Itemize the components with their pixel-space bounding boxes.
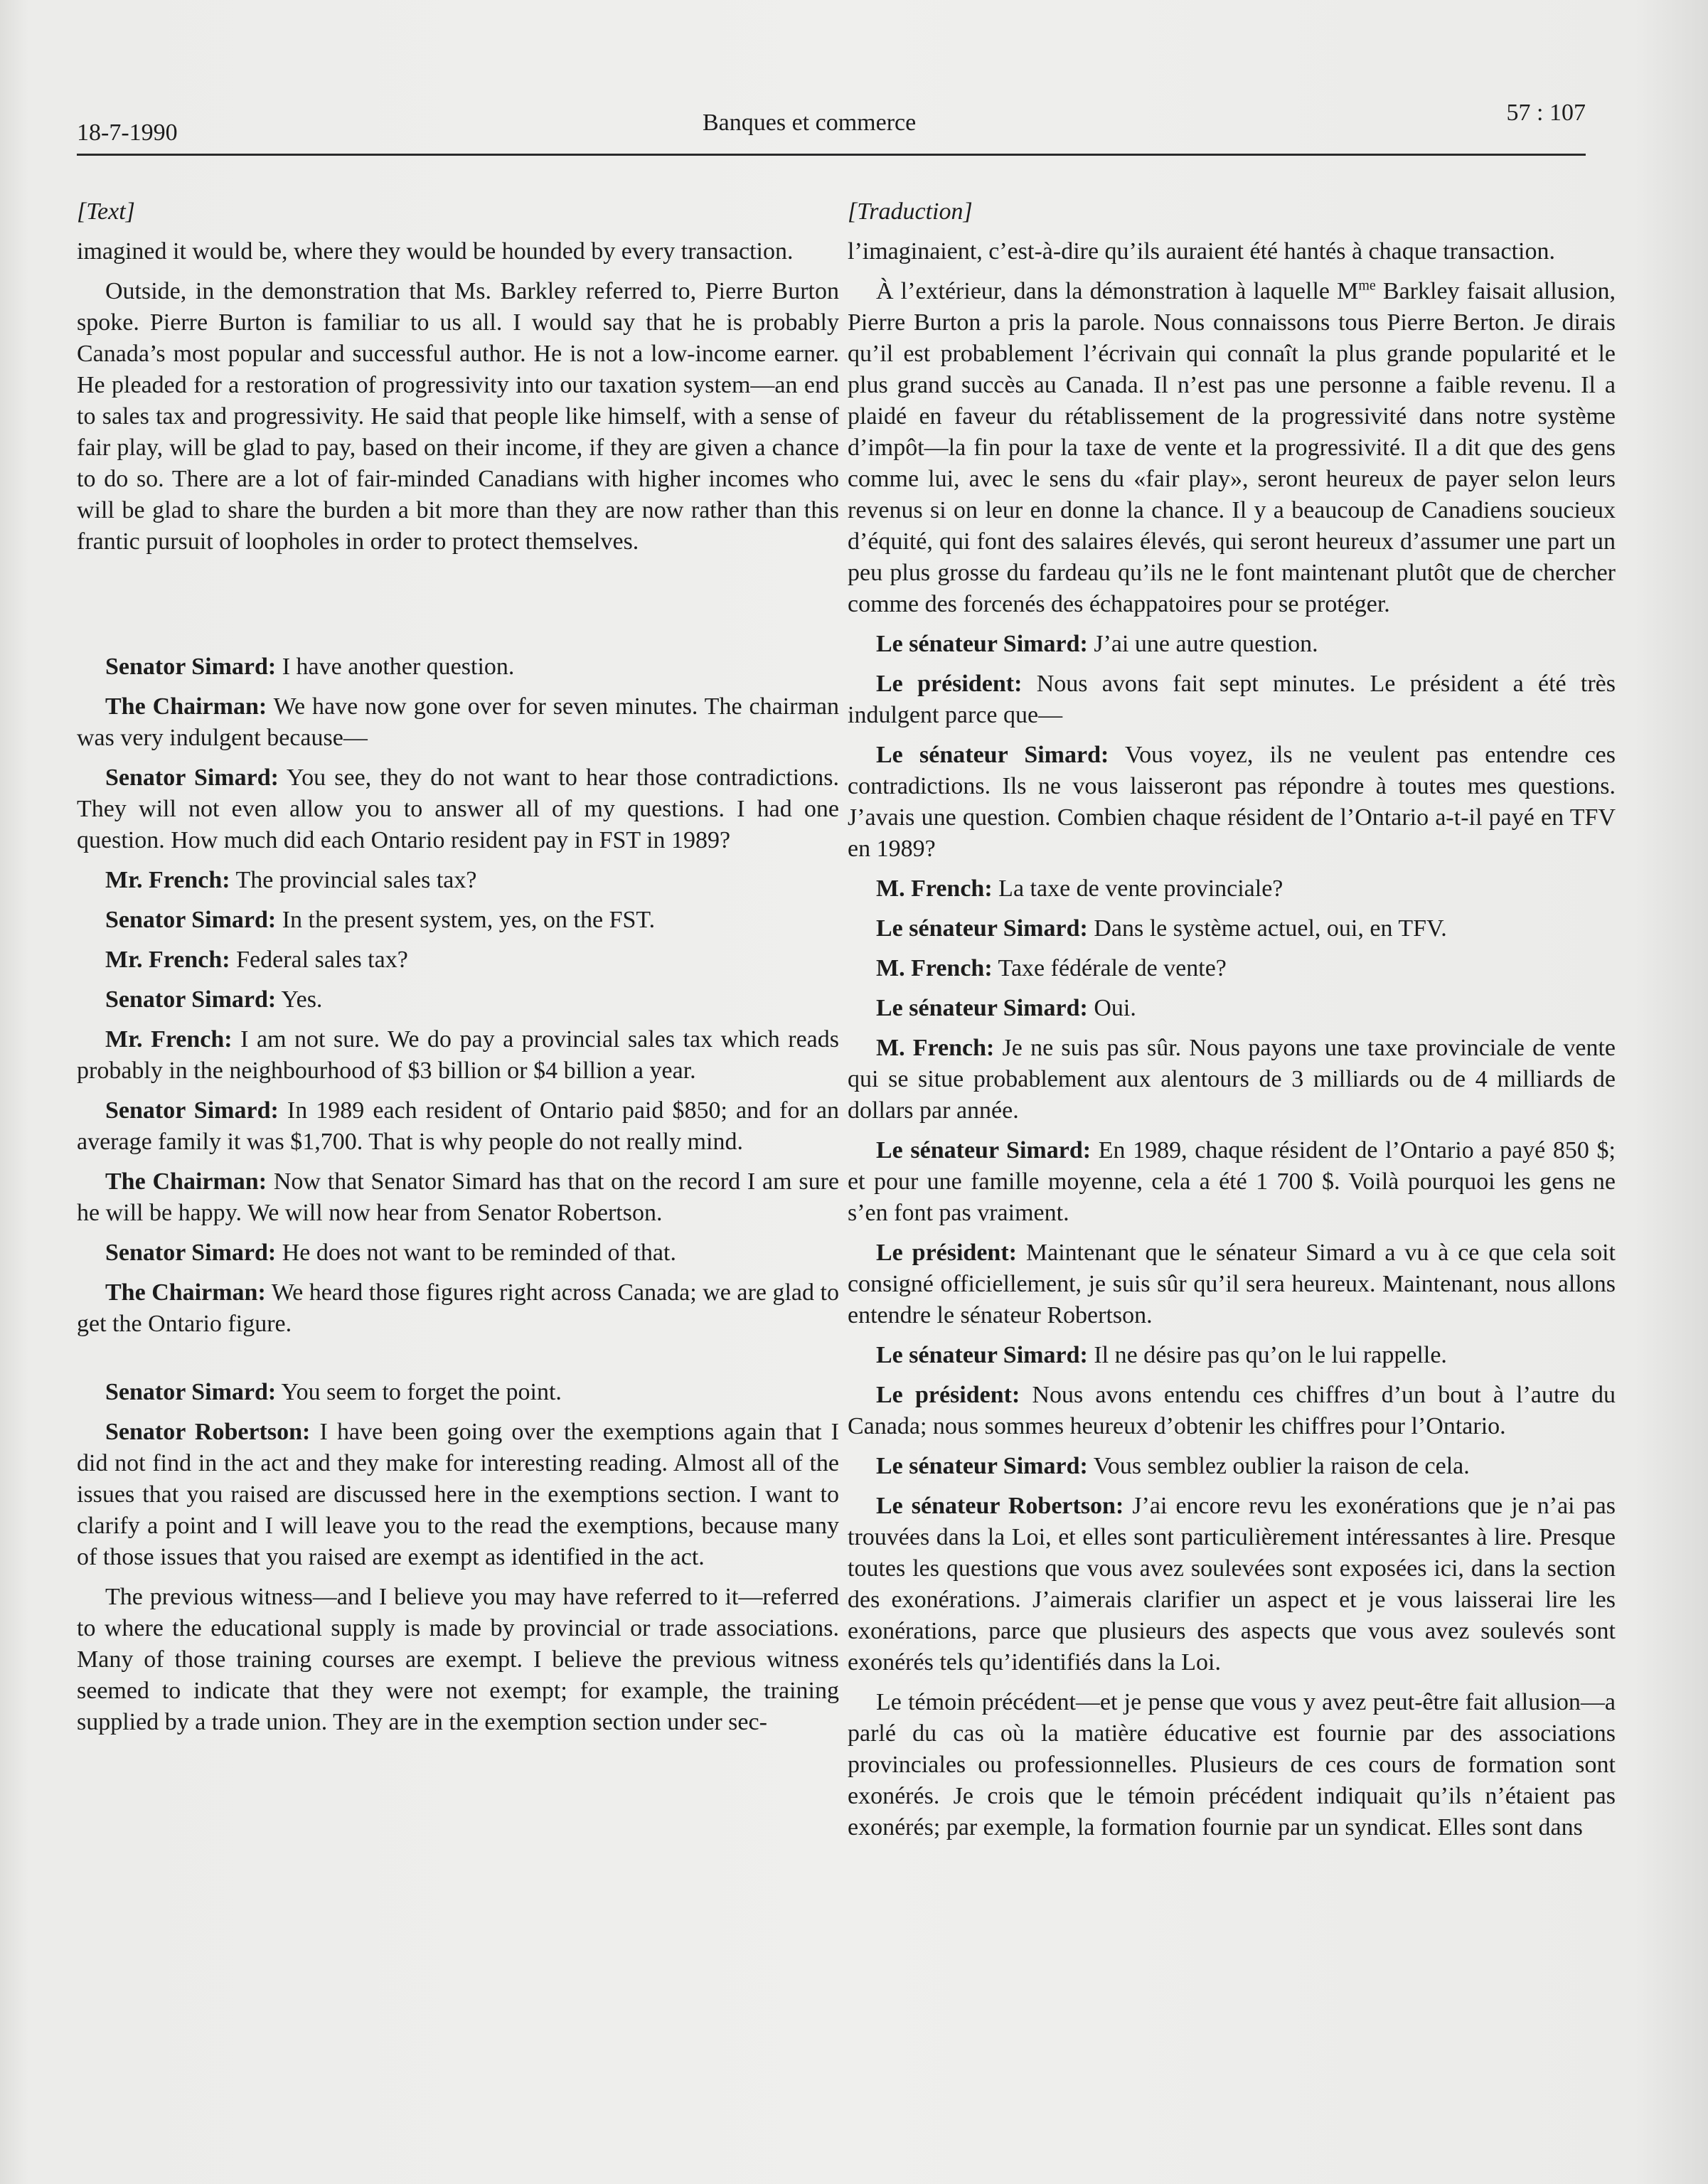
speech-text: Vous semblez oublier la raison de cela. <box>1087 1453 1470 1479</box>
dialogue-block <box>77 651 839 1340</box>
speech-text: Dans le système actuel, oui, en TFV. <box>1087 915 1447 942</box>
speech-text: In 1989 each resident of Ontario paid $850; and for an average family it was $1,700. That is why people do not really mind. <box>77 1097 839 1155</box>
speaker-name: Senator Simard: <box>105 907 277 933</box>
dialogue-turn <box>77 865 839 896</box>
speech-text: J’ai une autre question. <box>1087 631 1318 657</box>
dialogue-turn <box>77 984 839 1016</box>
speaker-name: Senator Simard: <box>105 1097 279 1124</box>
speaker-name: M. French: <box>876 955 993 981</box>
speech-text: Federal sales tax? <box>230 947 408 973</box>
speech-text: Yes. <box>276 986 323 1013</box>
speaker-name: The Chairman: <box>105 1279 266 1306</box>
speaker-name: Senator Robertson: <box>105 1419 311 1445</box>
speech-text: Il ne désire pas qu’on le lui rappelle. <box>1087 1342 1447 1368</box>
section-tag: [Traduction] <box>848 198 973 225</box>
speaker-name: Senator Simard: <box>105 1379 277 1405</box>
dialogue-turn <box>848 1033 1616 1126</box>
speech-text: I am not sure. We do pay a provincial sales tax which reads probably in the neighbourhood of $3 billion or $4 billion a year. <box>77 1026 839 1084</box>
header-page-number: 57 : 107 <box>1506 100 1586 126</box>
speech-text: You seem to forget the point. <box>276 1379 562 1405</box>
spacer <box>77 1348 839 1377</box>
dialogue-turn <box>77 944 839 976</box>
paragraph-text: À l’extérieur, dans la démonstration à laquelle M <box>876 278 1359 304</box>
speaker-name: Le président: <box>876 1240 1017 1266</box>
speech-text: He does not want to be reminded of that. <box>276 1240 676 1266</box>
dialogue-turn <box>848 1237 1616 1331</box>
speech-text: In the present system, yes, on the FST. <box>276 907 656 933</box>
dialogue-block <box>848 629 1616 1678</box>
speech-text: I have another question. <box>276 654 515 680</box>
header-title: Banques et commerce <box>703 110 917 136</box>
spacer <box>77 566 839 651</box>
dialogue-block <box>77 1377 839 1573</box>
english-column <box>77 196 839 1747</box>
speech-text: Je ne suis pas sûr. Nous payons une taxe provinciale de vente qui se situe probablement aux alentours de 3 milliards ou de 4 milliards de dollars par année. <box>848 1035 1616 1124</box>
speaker-name: Le président: <box>876 1382 1020 1408</box>
speaker-name: Le sénateur Simard: <box>876 915 1088 942</box>
dialogue-turn <box>848 993 1616 1024</box>
section-tag-text: Text <box>86 198 126 225</box>
dialogue-turn <box>848 668 1616 731</box>
speaker-name: M. French: <box>876 875 993 902</box>
speech-text: Vous voyez, ils ne veulent pas entendre ces contradictions. Ils ne vous laisseront pas répondre à toutes mes questions. J’avais une question. Combien chaque résident de l’Ontario a-t-il payé en TFV en 1989? <box>848 742 1616 862</box>
paragraph: Outside, in the demonstration that Ms. Barkley referred to, Pierre Burton spoke. Pierre Burton is familiar to us all. I would say that he is probably Canada’s most popular and successful author. He is not a low-income earner. He pleaded for a restoration of progressivity into our taxation system—an end to sales tax and progressivity. He said that people like himself, with a sense of fair play, will be glad to pay, based on their income, if they are given a chance to do so. There are a lot of fair-minded Canadians with higher incomes who will be glad to share the burden a bit more than they are now rather than this frantic pursuit of loopholes in order to protect themselves. <box>77 278 839 555</box>
paragraph-text: Barkley faisait allusion, Pierre Burton a pris la parole. Nous connaissons tous Pierre Berton. Je dirais qu’il est probablement l’écrivain qui connaît la plus grande popularité et le plus grand succès au Canada. Il n’est pas une personne a faible revenu. Il a plaidé en faveur du rétablissement de la progressivité dans notre système d’impôt—la fin pour la taxe de vente et la progressivité. Il a dit que des gens comme lui, avec le sens du «fair play», seront heureux de payer selon leurs revenus si on leur en donne la chance. Il y a beaucoup de Canadiens soucieux d’équité, qui font des salaires élevés, qui seront heureux d’assumer une part un peu plus grosse du fardeau qu’ils ne le font maintenant plutôt que de chercher comme des forcenés des échappatoires pour se protéger. <box>848 278 1616 617</box>
paragraph <box>848 276 1616 620</box>
speaker-name: The Chairman: <box>105 1168 267 1195</box>
speaker-name: Le sénateur Simard: <box>876 995 1088 1021</box>
speaker-name: Senator Simard: <box>105 986 277 1013</box>
speaker-name: Senator Simard: <box>105 1240 277 1266</box>
speaker-name: Mr. French: <box>105 947 230 973</box>
speech-text: You see, they do not want to hear those contradictions. They will not even allow you to answer all of my questions. I had one question. How much did each Ontario resident pay in FST in 1989? <box>77 765 839 853</box>
dialogue-turn <box>848 1340 1616 1371</box>
dialogue-turn <box>77 1024 839 1087</box>
speaker-name: Le sénateur Simard: <box>876 742 1109 768</box>
dialogue-turn <box>77 1095 839 1158</box>
speaker-name: Mr. French: <box>105 1026 233 1053</box>
paragraph: The previous witness—and I believe you may have referred to it—referred to where the educational supply is made by provincial or trade associations. Many of those training courses are exempt. I believe the previous witness seemed to indicate that they were not exempt; for example, the training supplied by a trade union. They are in the exemption section under sec- <box>77 1584 839 1735</box>
speaker-name: M. French: <box>876 1035 995 1061</box>
speech-text: En 1989, chaque résident de l’Ontario a payé 850 $; et pour une famille moyenne, cela a été 1 700 $. Voilà pourquoi les gens ne s’en font pas vraiment. <box>848 1137 1616 1226</box>
speaker-name: Le sénateur Robertson: <box>876 1493 1124 1519</box>
speech-text: I have been going over the exemptions again that I did not find in the act and they make for interesting reading. Almost all of the issues that you raised are discussed here in the exemptions section. I want to clarify a point and I will leave you to the read the exemptions, because many of those issues that you raised are exempt as identified in the act. <box>77 1419 839 1570</box>
dialogue-turn <box>848 913 1616 944</box>
speech-text: J’ai encore revu les exonérations que je n’ai pas trouvées dans la Loi, et elles sont particulièrement intéressantes à lire. Presque toutes les questions que vous avez soulevées sont exposées ici, dans la section des exonérations. J’aimerais clarifier un aspect et je vous laisserai lire les exonérations, parce que plusieurs des aspects que vous avez soulevés sont exonérés tels qu’identifiés dans la Loi. <box>848 1493 1616 1676</box>
speaker-name: Le sénateur Simard: <box>876 1342 1088 1368</box>
dialogue-turn <box>848 1451 1616 1482</box>
running-header <box>77 100 1586 156</box>
speech-text: We heard those figures right across Canada; we are glad to get the Ontario figure. <box>77 1279 839 1337</box>
speech-text: La taxe de vente provinciale? <box>992 875 1283 902</box>
dialogue-turn <box>77 1237 839 1269</box>
speaker-name: Le sénateur Simard: <box>876 1453 1088 1479</box>
speech-text: We have now gone over for seven minutes. The chairman was very indulgent because— <box>77 693 839 751</box>
speech-text: Nous avons fait sept minutes. Le président a été très indulgent parce que— <box>848 671 1616 728</box>
speech-text: Maintenant que le sénateur Simard a vu à ce que cela soit consigné officiellement, je suis sûr qu’il sera heureux. Maintenant, nous allons entendre le sénateur Robertson. <box>848 1240 1616 1328</box>
dialogue-turn <box>848 1380 1616 1442</box>
dialogue-turn <box>77 1166 839 1229</box>
dialogue-turn <box>77 762 839 856</box>
speaker-name: Le sénateur Simard: <box>876 631 1088 657</box>
dialogue-turn <box>77 1377 839 1408</box>
dialogue-turn <box>848 1135 1616 1229</box>
superscript: me <box>1358 277 1376 294</box>
speaker-name: The Chairman: <box>105 693 267 720</box>
dialogue-turn <box>77 1417 839 1573</box>
dialogue-turn <box>848 629 1616 660</box>
dialogue-turn <box>77 651 839 683</box>
paragraph: imagined it would be, where they would be hounded by every transaction. <box>77 238 794 265</box>
speaker-name: Le président: <box>876 671 1023 697</box>
speech-text: Nous avons entendu ces chiffres d’un bout à l’autre du Canada; nous sommes heureux d’obtenir les chiffres pour l’Ontario. <box>848 1382 1616 1439</box>
dialogue-turn <box>77 905 839 936</box>
speech-text: Now that Senator Simard has that on the record I am sure he will be happy. We will now hear from Senator Robertson. <box>77 1168 840 1226</box>
french-column <box>848 196 1616 1852</box>
dialogue-turn <box>848 953 1616 984</box>
speech-text: Taxe fédérale de vente? <box>992 955 1227 981</box>
dialogue-turn <box>848 1491 1616 1678</box>
speaker-name: Senator Simard: <box>105 654 277 680</box>
paragraph: l’imaginaient, c’est-à-dire qu’ils auraient été hantés à chaque transaction. <box>848 238 1555 265</box>
speech-text: Oui. <box>1087 995 1136 1021</box>
speaker-name: Le sénateur Simard: <box>876 1137 1091 1163</box>
section-tag-text: Traduction <box>857 198 964 225</box>
speaker-name: Mr. French: <box>105 867 230 893</box>
section-tag: [Text] <box>77 198 135 225</box>
speech-text: The provincial sales tax? <box>230 867 477 893</box>
dialogue-turn <box>848 740 1616 865</box>
dialogue-turn <box>77 691 839 754</box>
dialogue-turn <box>77 1277 839 1340</box>
speaker-name: Senator Simard: <box>105 765 279 791</box>
header-date: 18-7-1990 <box>77 119 178 146</box>
dialogue-turn <box>848 873 1616 905</box>
paragraph: Le témoin précédent—et je pense que vous y avez peut-être fait allusion—a parlé du cas où la matière éducative est fournie par des associations provinciales ou professionnelles. Plusieurs de ces cours de formation sont exonérés. Je crois que le témoin précédent indiquait qu’ils n’étaient pas exonérés; par exemple, la formation fournie par un syndicat. Elles sont dans <box>848 1689 1616 1841</box>
